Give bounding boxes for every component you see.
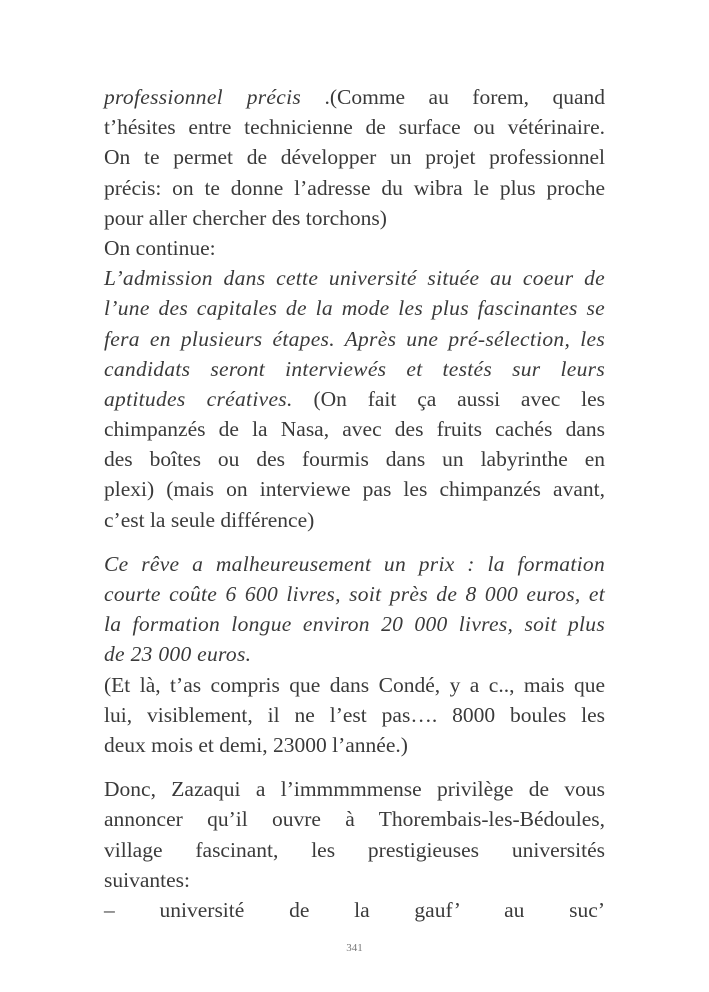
text: .(Comme au forem, quand	[301, 85, 605, 109]
paragraph-3	[104, 549, 605, 760]
text-line: lui, visiblement, il ne l’est pas…. 8000 boules les	[104, 702, 605, 727]
quote-line: candidats seront interviewés et testés sur leurs	[104, 356, 605, 381]
quote-line: de 23 000 euros.	[104, 642, 252, 667]
text: (On fait ça aussi avec les	[292, 386, 606, 411]
quote-line: Ce rêve a malheureusement un prix : la formation	[104, 551, 605, 576]
text-line: Donc, Zazaqui a l’immmmmense privilège de vous	[104, 777, 605, 802]
text-line: chimpanzés de la Nasa, avec des fruits cachés dans	[104, 417, 605, 442]
italic-text: aptitudes créatives.	[104, 386, 293, 411]
text-line	[104, 82, 605, 112]
quote-line: fera en plusieurs étapes. Après une pré-sélection, les	[104, 326, 605, 351]
text-line: deux mois et demi, 23000 l’année.)	[104, 732, 408, 757]
document-page	[104, 82, 605, 925]
text-line: annoncer qu’il ouvre à Thorembais-les-Bédoules,	[104, 807, 605, 832]
text-line: pour aller chercher des torchons)	[104, 205, 387, 230]
text-line	[104, 384, 605, 414]
quote-line: l’une des capitales de la mode les plus fascinantes se	[104, 296, 605, 321]
quote-line: L’admission dans cette université située au coeur de	[104, 266, 605, 291]
text-line: (Et là, t’as compris que dans Condé, y a c.., mais que	[104, 672, 605, 697]
text-line: On te permet de développer un projet professionnel	[104, 145, 605, 170]
text-line: c’est la seule différence)	[104, 507, 315, 532]
text-line: des boîtes ou des fourmis dans un labyrinthe en	[104, 447, 605, 472]
paragraph-2	[104, 263, 605, 535]
text-line: plexi) (mais on interviewe pas les chimpanzés avant,	[104, 477, 605, 502]
paragraph-1	[104, 82, 605, 263]
italic-text: professionnel précis	[104, 85, 302, 109]
page-number: 341	[346, 942, 363, 954]
quote-line: la formation longue environ 20 000 livres, soit plus	[104, 612, 605, 637]
paragraph-spacer	[104, 760, 605, 774]
text-line: t’hésites entre technicienne de surface ou vétérinaire.	[104, 115, 605, 140]
paragraph-spacer	[104, 535, 605, 549]
text-line: village fascinant, les prestigieuses universités	[104, 837, 605, 862]
text-line: On continue:	[104, 235, 216, 260]
quote-line: courte coûte 6 600 livres, soit près de 8 000 euros, et	[104, 582, 605, 606]
text-line: suivantes:	[104, 867, 190, 892]
text-line: précis: on te donne l’adresse du wibra le plus proche	[104, 175, 605, 200]
list-item: – université de la gauf’ au suc’	[104, 897, 605, 922]
paragraph-4	[104, 774, 605, 925]
